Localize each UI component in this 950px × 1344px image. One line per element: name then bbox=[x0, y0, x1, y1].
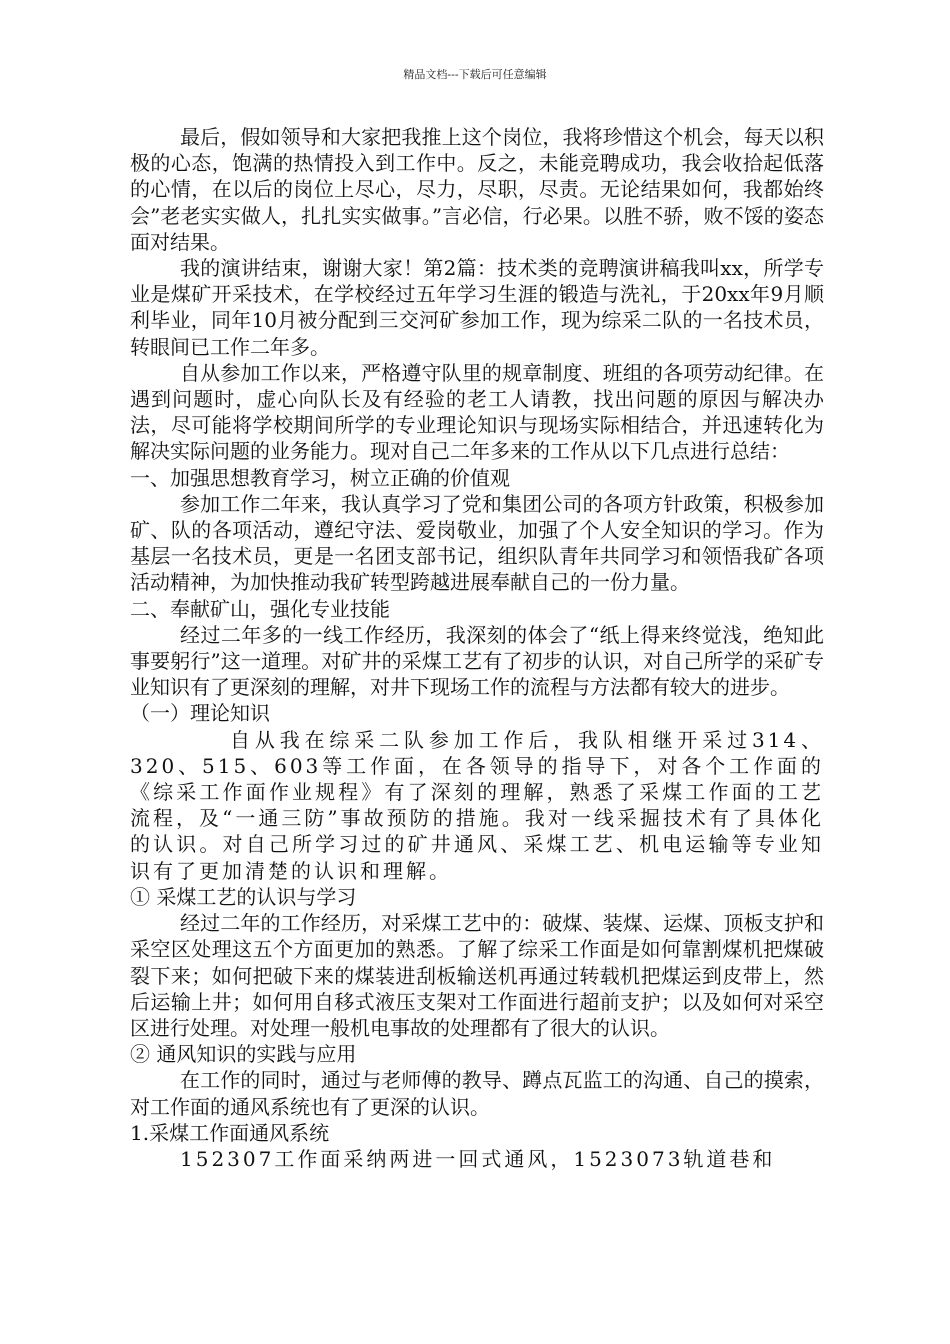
heading-ventilation-system: 1.采煤工作面通风系统 bbox=[130, 1120, 330, 1145]
heading-section-1: 一、加强思想教育学习，树立正确的价值观 bbox=[130, 465, 510, 490]
paragraph-ventilation: 在工作的同时，通过与老师傅的教导、蹲点瓦监工的沟通、自己的摸索，对工作面的通风系统也有了更深的认识。 bbox=[130, 1068, 824, 1119]
paragraph-closing: 最后，假如领导和大家把我推上这个岗位，我将珍惜这个机会，每天以积极的心态，饱满的热情投入到工作中。反之，未能竞聘成功，我会收拾起低落的心情，在以后的岗位上尽心，尽力，尽职，尽责。无论结果如何，我都始终会”老老实实做人，扎扎实实做事。”言必信，行必果。以胜不骄，败不馁的姿态面对结果。 bbox=[130, 125, 824, 254]
paragraph-theory: 自从我在综采二队参加工作后，我队相继开采过314、320、515、603等工作面，在各领导的指导下，对各个工作面的《综采工作面作业规程》有了深刻的理解，熟悉了采煤工作面的工艺流程，及“一通三防”事故预防的措施。我对一线采掘技术有了具体化的认识。对自己所学习过的矿井通风、采煤工艺、机电运输等专业知识有了更加清楚的认识和理解。 bbox=[130, 727, 824, 883]
heading-ventilation: ② 通风知识的实践与应用 bbox=[130, 1042, 357, 1067]
page-header: 精品文档---下载后可任意编辑 bbox=[403, 68, 547, 81]
paragraph-intro: 我的演讲结束，谢谢大家！第2篇：技术类的竞聘演讲稿我叫xx，所学专业是煤矿开采技术，在学校经过五年学习生涯的锻造与洗礼，于20xx年9月顺利毕业，同年10月被分配到三交河矿参加工作，现为综采二队的一名技术员，转眼间已工作二年多。 bbox=[130, 256, 824, 359]
heading-theory: （一）理论知识 bbox=[130, 701, 270, 726]
paragraph-mining-process: 经过二年的工作经历，对采煤工艺中的：破煤、装煤、运煤、顶板支护和采空区处理这五个方面更加的熟悉。了解了综采工作面是如何靠割煤机把煤破裂下来；如何把破下来的煤装进刮板输送机再通过转载机把煤运到皮带上，然后运输上井；如何用自移式液压支架对工作面进行超前支护；以及如何对采空区进行处理。对处理一般机电事故的处理都有了很大的认识。 bbox=[130, 911, 824, 1040]
heading-section-2: 二、奉献矿山，强化专业技能 bbox=[130, 596, 390, 621]
heading-mining-process: ① 采煤工艺的认识与学习 bbox=[130, 884, 357, 909]
paragraph-work-attitude: 自从参加工作以来，严格遵守队里的规章制度、班组的各项劳动纪律。在遇到问题时，虚心向队长及有经验的老工人请教，找出问题的原因与解决办法，尽可能将学校期间所学的专业理论知识与现场实际相结合，并迅速转化为解决实际问题的业务能力。现对自己二年多来的工作从以下几点进行总结： bbox=[130, 360, 824, 464]
paragraph-ventilation-system: 152307工作面采纳两进一回式通风，1523073轨道巷和 bbox=[180, 1146, 776, 1171]
paragraph-study: 参加工作二年来，我认真学习了党和集团公司的各项方针政策，积极参加矿、队的各项活动，遵纪守法、爱岗敬业，加强了个人安全知识的学习。作为基层一名技术员，更是一名团支部书记，组织队青年共同学习和领悟我矿各项活动精神，为加快推动我矿转型跨越进展奉献自己的一份力量。 bbox=[130, 491, 824, 595]
paragraph-experience: 经过二年多的一线工作经历，我深刻的体会了“纸上得来终觉浅，绝知此事要躬行”这一道理。对矿井的采煤工艺有了初步的认识，对自己所学的采矿专业知识有了更深刻的理解，对井下现场工作的流程与方法都有较大的进步。 bbox=[130, 622, 824, 700]
document-body bbox=[130, 124, 824, 1172]
